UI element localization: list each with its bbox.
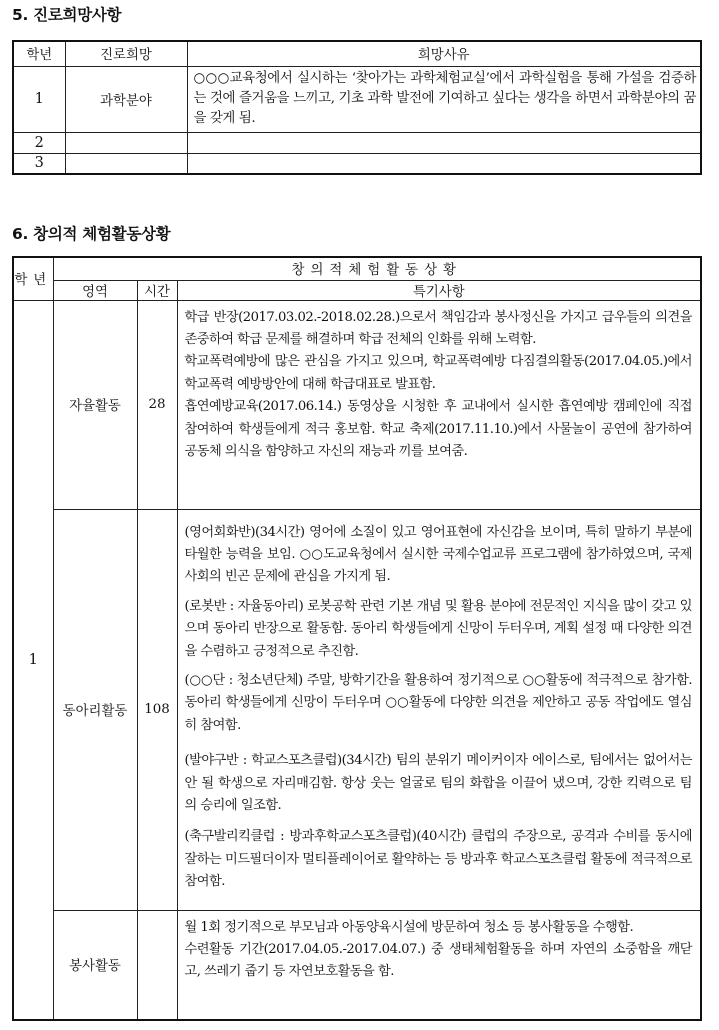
reason-cell [187, 132, 701, 153]
header-creative-activity: 창의적체험활동상황 [53, 257, 701, 280]
header-career-hope: 진로희망 [65, 41, 187, 66]
career-hope-cell [65, 132, 187, 153]
note-paragraph: 월 1회 정기적으로 부모님과 아동양육시설에 방문하여 청소 등 봉사활동을 수행함. [184, 919, 634, 935]
area-cell-autonomous: 자율활동 [53, 300, 137, 509]
hours-cell: 28 [137, 300, 177, 509]
reason-cell: ○○○교육청에서 실시하는 ‘찾아가는 과학체험교실’에서 과학실험을 통해 가설을 검증하는 것에 즐거움을 느끼고, 기초 과학 발전에 기여하고 싶다는 생각을 하면서 과학분야의 꿈을 갖게 됨. [187, 66, 701, 132]
note-paragraph: (로봇반 : 자율동아리) 로봇공학 관련 기본 개념 및 활용 분야에 전문적인 지식을 많이 갖고 있으며 동아리 반장으로 활동함. 동아리 학생들에게 신망이 두터우며, 계획 설정 때 다양한 의견을 수렴하고 긍정적으로 추진함. [184, 598, 693, 659]
note-paragraph: (○○단 : 청소년단체) 주말, 방학기간을 활용하여 정기적으로 ○○활동에 적극적으로 참가함. 동아리 학생들에게 신망이 두터우며 ○○활동에 다양한 의견을 제안하고 공동 작업에도 열심히 참여함. [184, 672, 693, 733]
table-row [13, 66, 701, 132]
hours-cell: 108 [137, 509, 177, 910]
header-notes: 특기사항 [177, 280, 701, 300]
note-paragraph: (영어회화반)(34시간) 영어에 소질이 있고 영어표현에 자신감을 보이며, 특히 말하기 부분에 타월한 능력을 보임. ○○도교육청에서 실시한 국제수업교류 프로그램에 참가하였으며, 국제 사회의 빈곤 문제에 관심을 가지게 됨. [184, 524, 693, 585]
note-paragraph: 흡연예방교육(2017.06.14.) 동영상을 시청한 후 교내에서 실시한 흡연예방 캠페인에 직접 참여하여 학생들에게 적극 홍보함. 학교 축제(2017.11.10.)에서 사물놀이 공연에 참가하여 공동체 의식을 함양하고 자신의 재능과 끼를 보여줌. [184, 399, 693, 459]
note-paragraph: 학급 반장(2017.03.02.-2018.02.28.)으로서 책임감과 봉사정신을 가지고 급우들의 의견을 존중하여 학급 문제를 해결하며 학급 전체의 인화를 위해 노력함. [184, 309, 693, 347]
grade-cell: 2 [13, 132, 65, 153]
note-paragraph: (축구발리킥클럽 : 방과후학교스포츠클럽)(40시간) 클럽의 주장으로, 공격과 수비를 동시에 잘하는 미드필더이자 멀티플레이어로 활약하는 등 방과후 학교스포츠클럽 활동에 적극적으로 참여함. [184, 829, 693, 890]
area-cell-volunteer: 봉사활동 [53, 910, 137, 1020]
table-row [13, 300, 701, 509]
notes-cell [177, 300, 701, 509]
header-reason: 희망사유 [187, 41, 701, 66]
creative-activity-table [12, 256, 702, 1021]
career-header-row [13, 41, 701, 66]
grade-cell: 1 [13, 300, 53, 1020]
header-grade: 학년 [13, 41, 65, 66]
notes-cell [177, 509, 701, 910]
reason-cell [187, 153, 701, 174]
career-hope-cell: 과학분야 [65, 66, 187, 132]
area-cell-club: 동아리활동 [53, 509, 137, 910]
header-grade: 학년 [13, 257, 53, 300]
note-paragraph: (발야구반 : 학교스포츠클럽)(34시간) 팀의 분위기 메이커이자 에이스로, 팀에서는 없어서는 안 될 학생으로 자리매김함. 항상 웃는 얼굴로 팀의 화합을 이끌어 냈으며, 강한 킥력으로 팀의 승리에 일조함. [184, 753, 693, 813]
table-row [13, 910, 701, 1020]
table-row [13, 132, 701, 153]
header-area: 영역 [53, 280, 137, 300]
header-hours: 시간 [137, 280, 177, 300]
career-hope-table [12, 40, 702, 175]
grade-cell: 3 [13, 153, 65, 174]
table-row [13, 153, 701, 174]
section-5-title: 5. 진로희망사항 [12, 6, 122, 24]
creative-subheader-row [13, 280, 701, 300]
career-hope-cell [65, 153, 187, 174]
hours-cell [137, 910, 177, 1020]
table-row [13, 509, 701, 910]
note-paragraph: 수련활동 기간(2017.04.05.-2017.04.07.) 중 생태체험활동을 하며 자연의 소중함을 깨닫고, 쓰레기 줍기 등 자연보호활동을 함. [184, 941, 693, 980]
section-6-title: 6. 창의적 체험활동상황 [12, 225, 171, 243]
grade-cell: 1 [13, 66, 65, 132]
creative-header-row [13, 257, 701, 280]
notes-cell [177, 910, 701, 1020]
note-paragraph: 학교폭력예방에 많은 관심을 가지고 있으며, 학교폭력예방 다짐결의활동(2017.04.05.)에서 학교폭력 예방방안에 대해 학급대표로 발표함. [184, 354, 693, 392]
